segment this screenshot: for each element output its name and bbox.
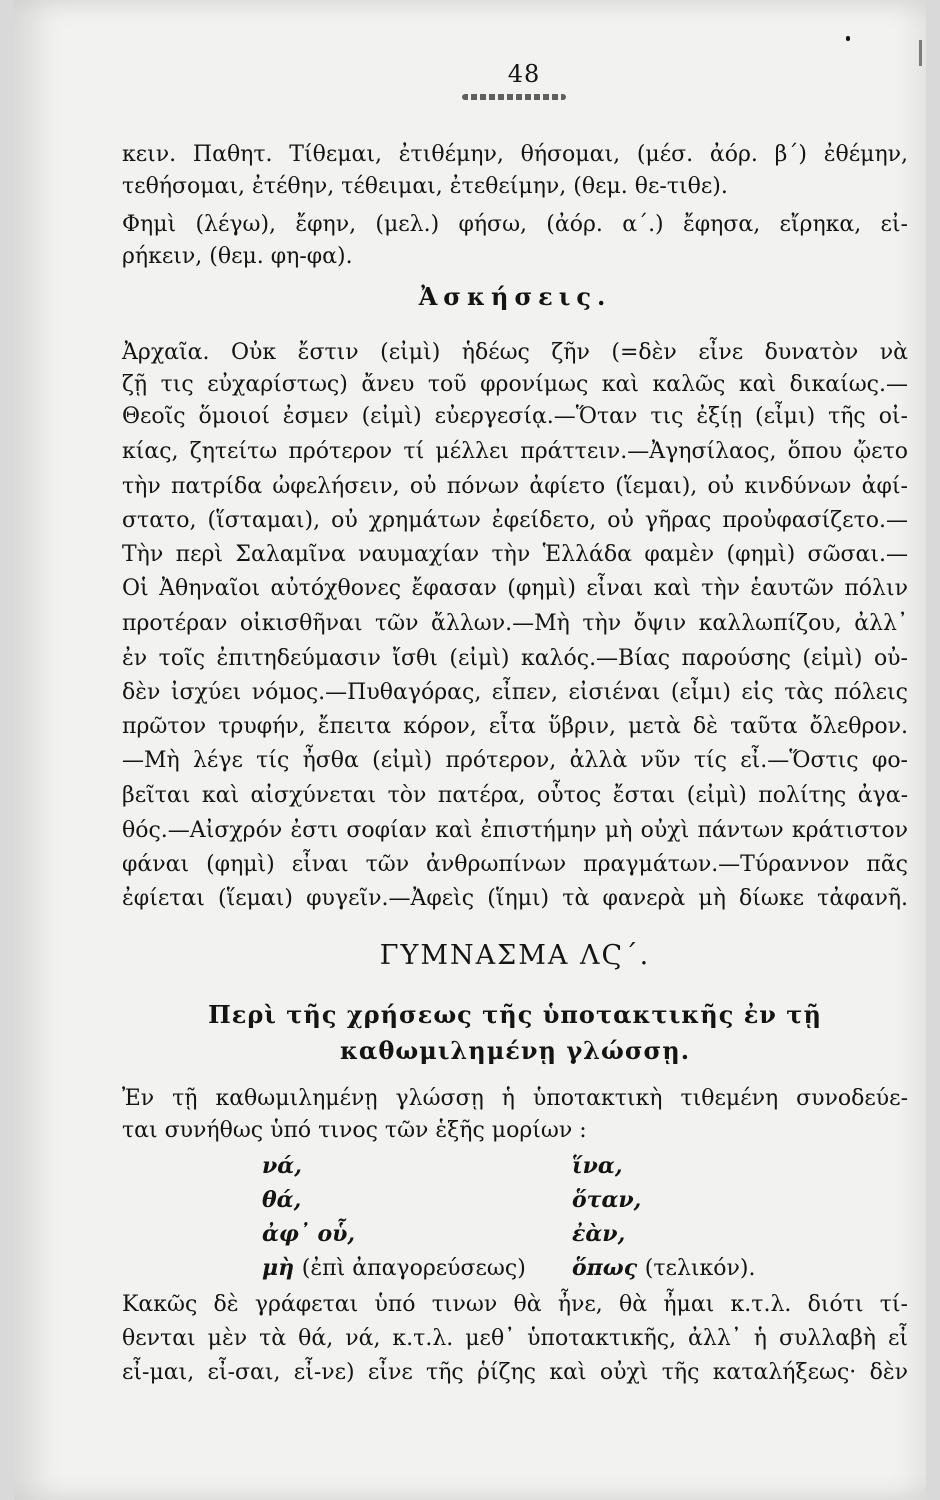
particle-item: ἀφ᾽ οὗ, — [262, 1221, 356, 1247]
text-line: Ἀρχαῖα. Οὐκ ἔστιν (εἰμὶ) ἡδέως ζῆν (=δὲν εἶνε δυνατὸν νὰ — [122, 340, 908, 365]
text-line: —Μὴ λέγε τίς ἦσθα (εἰμὶ) πρότερον, ἀλλὰ νῦν τίς εἶ.—Ὅστις φο- — [122, 748, 908, 773]
section-subheading: καθωμιλημένῃ γλώσσῃ. — [339, 1036, 691, 1065]
book-page — [14, 0, 926, 1500]
text-line: θός.—Αἰσχρόν ἐστι σοφίαν καὶ ἐπιστήμην μὴ οὐχὶ πάντων κράτιστον — [122, 818, 908, 843]
particle-item: ὅταν, — [572, 1187, 642, 1213]
text-line: τὴν πατρίδα ὠφελήσειν, οὐ πόνων ἀφίετο (ἵεμαι), οὐ κινδύνων ἀφί- — [122, 474, 908, 499]
page-number-underline — [462, 94, 566, 100]
text-line: ρήκειν, (θεμ. φη-φα). — [122, 244, 353, 269]
text-line: ἐφίεται (ἵεμαι) φυγεῖν.—Ἀφεὶς (ἵημι) τὰ φανερὰ μὴ δίωκε τἀφανῆ. — [122, 886, 908, 911]
gymnasma-heading: ΓΥΜΝΑΣΜΑ ΛϚ΄. — [379, 940, 651, 971]
text-line: Ἐν τῇ καθωμιλημένῃ γλώσσῃ ἡ ὑποτακτικὴ τιθεμένη συνοδεύε- — [122, 1086, 908, 1111]
particle-item: ἵνα, — [572, 1153, 623, 1179]
text-line: ζῇ τις εὐχαρίστως) ἄνευ τοῦ φρονίμως καὶ καλῶς καὶ δικαίως.— — [122, 372, 908, 397]
particle-item: θά, — [262, 1187, 302, 1213]
text-line: δὲν ἰσχύει νόμος.—Πυθαγόρας, εἶπεν, εἰσιέναι (εἶμι) εἰς τὰς πόλεις — [122, 680, 908, 705]
particle-item: ἐὰν, — [572, 1221, 626, 1247]
particle-note: (τελικόν). — [644, 1256, 756, 1281]
text-line: Φημὶ (λέγω), ἔφην, (μελ.) φήσω, (ἀόρ. α΄.) ἔφησα, εἴρηκα, εἰ- — [122, 212, 908, 237]
text-line: Κακῶς δὲ γράφεται ὑπό τινων θὰ ἦνε, θὰ ἦμαι κ.τ.λ. διότι τί- — [122, 1292, 908, 1317]
text-line: Οἱ Ἀθηναῖοι αὐτόχθονες ἔφασαν (φημὶ) εἶναι καὶ τὴν ἑαυτῶν πόλιν — [122, 576, 908, 601]
scan-speck — [846, 36, 850, 41]
text-line: βεῖται καὶ αἰσχύνεται τὸν πατέρα, οὗτος ἔσται (εἰμὶ) πολίτης ἀγα- — [122, 783, 908, 808]
particle-item — [572, 1255, 755, 1281]
text-line: τεθήσομαι, ἐτέθην, τέθειμαι, ἐτεθείμην, (θεμ. θε-τιθε). — [122, 174, 728, 199]
particle-word: ὅπως — [572, 1255, 638, 1281]
text-line: φάναι (φημὶ) εἶναι τῶν ἀνθρωπίνων πραγμάτων.—Τύραννον πᾶς — [122, 852, 908, 877]
text-line: ται συνήθως ὑπό τινος τῶν ἑξῆς μορίων : — [122, 1118, 587, 1143]
text-line: ἐν τοῖς ἐπιτηδεύμασιν ἴσθι (εἰμὶ) καλός.—Βίας παρούσης (εἰμὶ) οὐ- — [122, 646, 908, 671]
text-line: πρῶτον τρυφήν, ἔπειτα κόρον, εἶτα ὕβριν, μετὰ δὲ ταῦτα ὄλεθρον. — [122, 714, 908, 739]
section-subheading: Περὶ τῆς χρήσεως τῆς ὑποτακτικῆς ἐν τῇ — [208, 1000, 822, 1029]
page-number: 48 — [507, 60, 541, 88]
particle-word: μὴ — [262, 1255, 295, 1281]
text-line: προτέραν οἰκισθῆναι τῶν ἄλλων.—Μὴ τὴν ὄψιν καλλωπίζου, ἀλλ᾽ — [122, 611, 908, 636]
particle-item: νά, — [262, 1153, 302, 1179]
scan-speck — [919, 40, 922, 66]
text-line: Θεοῖς ὅμοιοί ἐσμεν (εἰμὶ) εὐεργεσίᾳ.—Ὅταν τις ἐξίῃ (εἶμι) τῆς οἰ- — [122, 404, 908, 429]
text-line: στατο, (ἵσταμαι), οὐ χρημάτων ἐφείδετο, οὐ γῆρας προὐφασίζετο.— — [122, 508, 908, 533]
particle-note: (ἐπὶ ἀπαγορεύσεως) — [301, 1256, 526, 1281]
text-line: Τὴν περὶ Σαλαμῖνα ναυμαχίαν τὴν Ἑλλάδα φαμὲν (φημὶ) σῶσαι.— — [122, 542, 908, 567]
exercises-heading: Ἀσκήσεις. — [418, 282, 612, 311]
particle-item — [262, 1255, 526, 1281]
text-line: θενται μὲν τὰ θά, νά, κ.τ.λ. μεθ᾽ ὑποτακτικῆς, ἀλλ᾽ ἡ συλλαβὴ εἶ — [122, 1326, 908, 1351]
text-line: κίας, ζητείτω πρότερον τί μέλλει πράττειν.—Ἀγησίλαος, ὅπου ᾤετο — [122, 439, 908, 464]
text-line: εἶ-μαι, εἶ-σαι, εἶ-νε) εἶνε τῆς ῥίζης καὶ οὐχὶ τῆς καταλήξεως· δὲν — [122, 1360, 908, 1385]
text-line: κειν. Παθητ. Τίθεμαι, ἐτιθέμην, θήσομαι, (μέσ. ἀόρ. β΄) ἐθέμην, — [122, 142, 908, 167]
